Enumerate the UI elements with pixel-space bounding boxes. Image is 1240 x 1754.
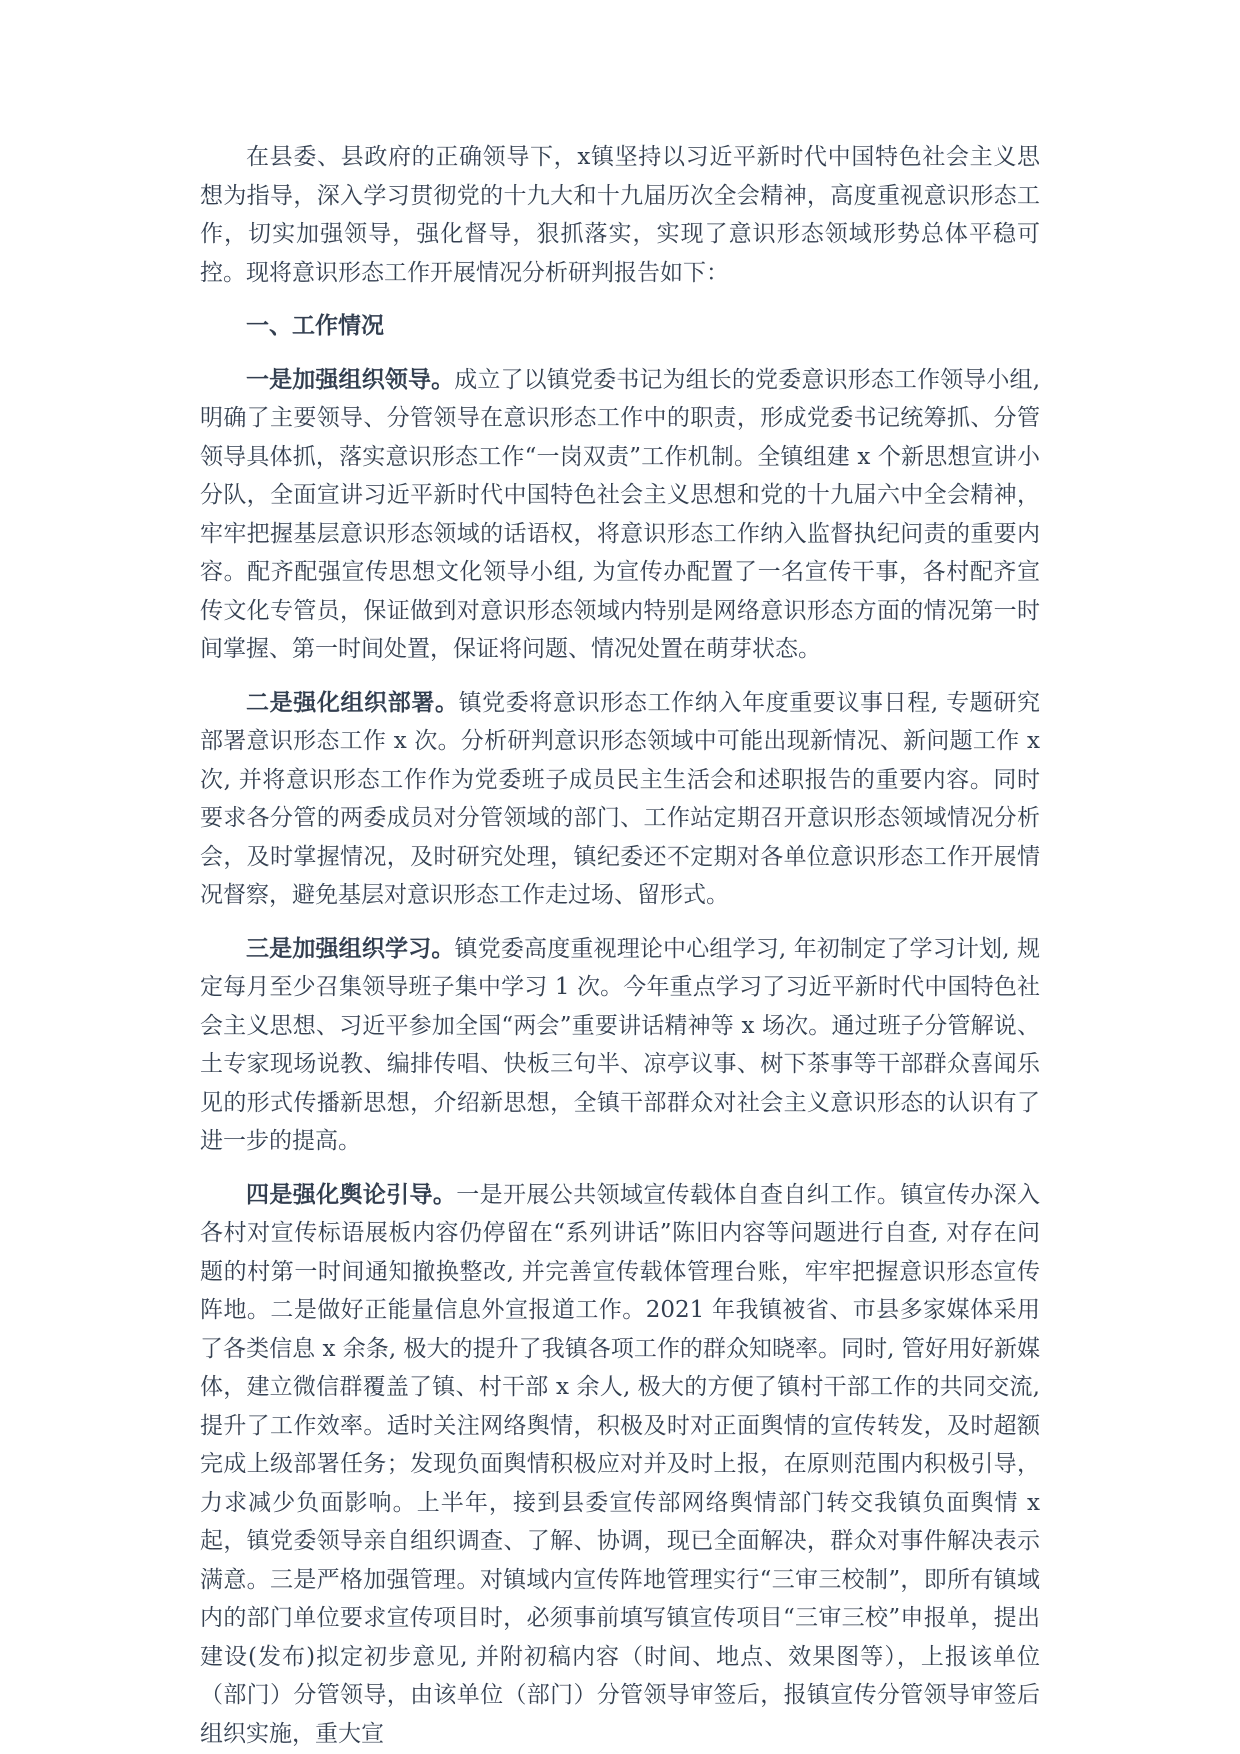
section-heading: 一、工作情况 — [246, 312, 384, 339]
paragraph-4-lead: 四是强化舆论引导。 — [246, 1180, 457, 1208]
paragraph-2-lead: 二是强化组织部署。 — [246, 688, 459, 716]
intro-paragraph — [200, 138, 1040, 292]
paragraph-3-lead: 三是加强组织学习。 — [246, 934, 455, 962]
paragraph-1-body: 成立了以镇党委书记为组长的党委意识形态工作领导小组, 明确了主要领导、分管领导在意识形态工作中的职责，形成党委书记统筹抓、分管领导具体抓，落实意识形态工作“一岗双责”工作机制。全镇组建 x 个新思想宣讲小分队，全面宣讲习近平新时代中国特色社会主义思想和党的十九届六中全会精神，牢牢把握基层意识形态领域的话语权，将意识形态工作纳入监督执纪问责的重要内容。配齐配强宣传思想文化领导小组, 为宣传办配置了一名宣传干事，各村配齐宣传文化专管员，保证做到对意识形态领域内特别是网络意识形态方面的情况第一时间掌握、第一时间处置，保证将问题、情况处置在萌芽状态。 — [200, 366, 1041, 662]
paragraph-4-body: 一是开展公共领域宣传载体自查自纠工作。镇宣传办深入各村对宣传标语展板内容仍停留在“系列讲话”陈旧内容等问题进行自查, 对存在问题的村第一时间通知撤换整改, 并完善宣传载体管理台账，牢牢把握意识形态宣传阵地。二是做好正能量信息外宣报道工作。2021 年我镇被省、市县多家媒体采用了各类信息 x 余条, 极大的提升了我镇各项工作的群众知晓率。同时, 管好用好新媒体，建立微信群覆盖了镇、村干部 x 余人, 极大的方便了镇村干部工作的共同交流, 提升了工作效率。适时关注网络舆情，积极及时对正面舆情的宣传转发，及时超额完成上级部署任务；发现负面舆情积极应对并及时上报，在原则范围内积极引导，力求减少负面影响。上半年，接到县委宣传部网络舆情部门转交我镇负面舆情 x 起，镇党委领导亲自组织调查、了解、协调，现已全面解决，群众对事件解决表示满意。三是严格加强管理。对镇域内宣传阵地管理实行“三审三校制”，即所有镇域内的部门单位要求宣传项目时，必须事前填写镇宣传项目“三审三校”申报单，提出建设(发布)拟定初步意见, 并附初稿内容（时间、地点、效果图等），上报该单位（部门）分管领导，由该单位（部门）分管领导审签后，报镇宣传分管领导审签后组织实施，重大宣 — [200, 1181, 1041, 1747]
paragraph-1-lead: 一是加强组织领导。 — [246, 365, 455, 393]
paragraph-2-body: 镇党委将意识形态工作纳入年度重要议事日程, 专题研究部署意识形态工作 x 次。分析研判意识形态领域中可能出现新情况、新问题工作 x 次, 并将意识形态工作作为党委班子成员民主生活会和述职报告的重要内容。同时要求各分管的两委成员对分管领域的部门、工作站定期召开意识形态领域情况分析会，及时掌握情况，及时研究处理，镇纪委还不定期对各单位意识形态工作开展情况督察，避免基层对意识形态工作走过场、留形式。 — [200, 689, 1041, 908]
paragraph-1 — [200, 361, 1040, 669]
paragraph-2 — [200, 684, 1040, 915]
paragraph-4 — [200, 1176, 1040, 1754]
paragraph-3 — [200, 930, 1040, 1161]
intro-text: 在县委、县政府的正确领导下，x镇坚持以习近平新时代中国特色社会主义思想为指导，深入学习贯彻党的十九大和十九届历次全会精神，高度重视意识形态工作，切实加强领导，强化督导，狠抓落实，实现了意识形态领域形势总体平稳可控。现将意识形态工作开展情况分析研判报告如下： — [200, 144, 1040, 286]
paragraph-3-body: 镇党委高度重视理论中心组学习, 年初制定了学习计划, 规定每月至少召集领导班子集中学习 1 次。今年重点学习了习近平新时代中国特色社会主义思想、习近平参加全国“两会”重要讲话精神等 x 场次。通过班子分管解说、土专家现场说教、编排传唱、快板三句半、凉亭议事、树下茶事等干部群众喜闻乐见的形式传播新思想，介绍新思想，全镇干部群众对社会主义意识形态的认识有了进一步的提高。 — [200, 935, 1041, 1154]
